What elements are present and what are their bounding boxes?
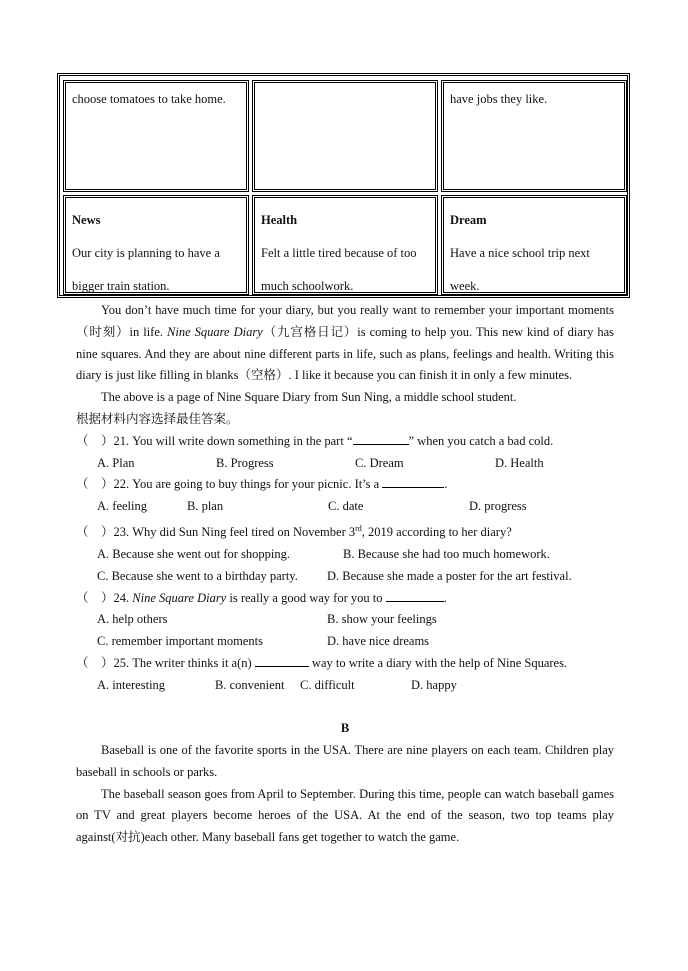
passage-paragraph-1: You don’t have much time for your diary, but you really want to remember your important moments（时刻）in life. Nine Square Diary（九宫格日记）is coming to help you. This new kind of diary has nine squares. And they are about nine different parts in life, such as plans, feelings and health. Writing this diary is just like filling in blanks（空格）. I like it because you can finish it in only a few minutes. [76, 303, 614, 383]
cell-text: choose tomatoes to take home. [72, 92, 226, 106]
spacer [76, 697, 614, 719]
option[interactable]: B. Progress [216, 455, 274, 470]
cell-heading: News [72, 213, 101, 227]
options-24a [76, 609, 614, 631]
grid-cell [63, 80, 249, 192]
passage-paragraph-2: The above is a page of Nine Square Diary from Sun Ning, a middle school student. [101, 390, 517, 405]
question-25: （ ）25. The writer thinks it a(n) way to write a diary with the help of Nine Squares. [76, 653, 614, 675]
option[interactable]: B. plan [187, 499, 224, 514]
option[interactable]: A. Plan [97, 455, 135, 470]
grid-cell [441, 80, 627, 192]
cell-text: Have a nice school trip next week. [450, 246, 590, 293]
instruction: 根据材料内容选择最佳答案。 [76, 411, 239, 426]
option[interactable]: D. have nice dreams [327, 634, 430, 649]
cell-text: Felt a little tired because of too much schoolwork. [261, 246, 417, 293]
options-23b [76, 566, 614, 588]
options-21 [76, 453, 614, 475]
section-b-label: B [340, 721, 350, 736]
question-23: （ ）23. Why did Sun Ning feel tired on November 3rd, 2019 according to her diary? [76, 523, 512, 540]
section-b-paragraph-1: Baseball is one of the favorite sports in the USA. There are nine players on each team. Children play baseball in schools or parks. [76, 743, 614, 779]
diary-grid [57, 73, 630, 298]
options-25 [76, 675, 614, 697]
cell-text: have jobs they like. [450, 92, 548, 106]
answer-blank[interactable] [353, 431, 409, 445]
answer-blank[interactable] [255, 653, 309, 667]
option[interactable]: C. Because she went to a birthday party. [97, 568, 298, 583]
option[interactable]: B. Because she had too much homework. [343, 546, 550, 561]
options-24b [76, 631, 614, 653]
section-b-paragraph-2: The baseball season goes from April to September. During this time, people can watch baseball games on TV and great players become heroes of the USA. At the end of the season, two top teams play against(对抗)each other. Many baseball fans get together to watch the game. [76, 786, 614, 845]
question-24: （ ）24. Nine Square Diary is really a good way for you to . [76, 588, 614, 610]
option[interactable]: D. happy [411, 677, 457, 692]
options-22 [76, 496, 614, 518]
option[interactable]: A. Because she went out for shopping. [97, 546, 291, 561]
option[interactable]: C. remember important moments [97, 634, 263, 649]
cell-heading: Dream [450, 213, 487, 227]
grid-cell-dream [441, 195, 627, 295]
option[interactable]: A. interesting [97, 677, 166, 692]
option[interactable]: B. convenient [215, 677, 285, 692]
cell-text: Our city is planning to have a bigger train station. [72, 246, 220, 293]
option[interactable]: D. Health [495, 455, 544, 470]
grid-cell-health [252, 195, 438, 295]
option[interactable]: C. difficult [300, 677, 355, 692]
option[interactable]: C. date [328, 499, 364, 514]
question-22: （ ）22. You are going to buy things for your picnic. It’s a . [76, 474, 614, 496]
passage [76, 300, 614, 849]
answer-blank[interactable] [386, 588, 444, 602]
option[interactable]: D. Because she made a poster for the art festival. [327, 568, 572, 583]
option[interactable]: A. feeling [97, 499, 147, 514]
option[interactable]: C. Dream [355, 455, 404, 470]
option[interactable]: B. show your feelings [327, 612, 437, 627]
option[interactable]: D. progress [469, 499, 527, 514]
diary-title: Nine Square Diary [167, 324, 263, 339]
answer-blank[interactable] [382, 474, 444, 488]
cell-heading: Health [261, 213, 298, 227]
question-21: （ ）21. You will write down something in the part “ ” when you catch a bad cold. [76, 431, 614, 453]
options-23a [76, 544, 614, 566]
grid-cell-news [63, 195, 249, 295]
option[interactable]: A. help others [97, 612, 168, 627]
grid-cell [252, 80, 438, 192]
